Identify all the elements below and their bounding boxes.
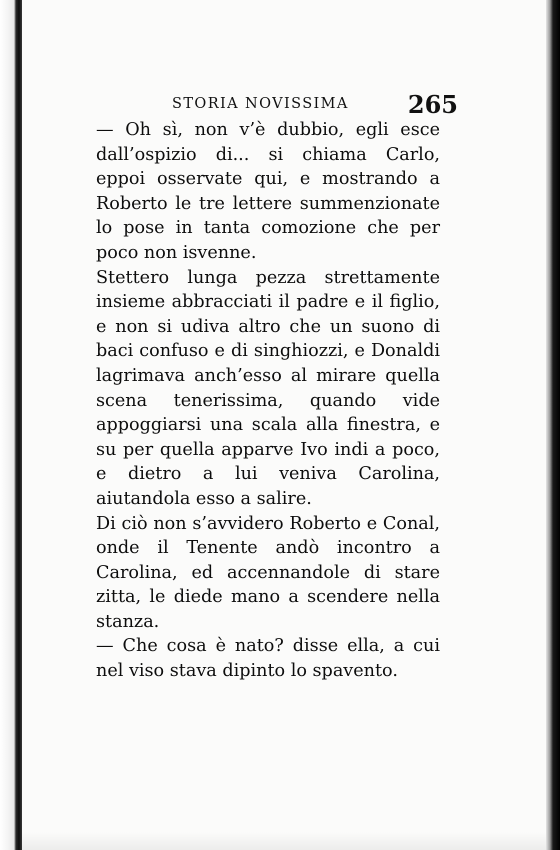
running-title: STORIA NOVISSIMA: [172, 96, 349, 112]
page-number: 265: [407, 90, 458, 119]
page-right-edge: [546, 0, 560, 850]
paragraph-1: — Oh sì, non v’è dubbio, egli esce dall’ospizio di... si chiama Carlo, eppoi osservate qui, e mostrando a Roberto le tre lettere summenzionate lo pose in tanta comozione che per poco non isvenne.: [96, 120, 440, 263]
paragraph-2: Stettero lunga pezza strettamente insieme abbracciati il padre e il figlio, e non si udiva altro che un suono di baci confuso e di singhiozzi, e Donaldi lagrimava anch’esso al mirare quella scena tenerissima, quando vide appoggiarsi una scala alla finestra, e su per quella apparve Ivo indi a poco, e dietro a lui veniva Carolina, aiutandola esso a salire.: [96, 267, 440, 509]
paragraph-4: — Che cosa è nato? disse ella, a cui nel viso stava dipinto lo spavento.: [96, 636, 440, 682]
body-text: [96, 118, 440, 684]
page-header: [172, 90, 462, 119]
paragraph-3: Di ciò non s’avvidero Roberto e Conal, onde il Tenente andò incontro a Carolina, ed accennandole di stare zitta, le diede mano a scendere nella stanza.: [96, 513, 440, 632]
page-gutter-edge: [0, 0, 22, 850]
page-bottom-shade: [22, 832, 546, 850]
